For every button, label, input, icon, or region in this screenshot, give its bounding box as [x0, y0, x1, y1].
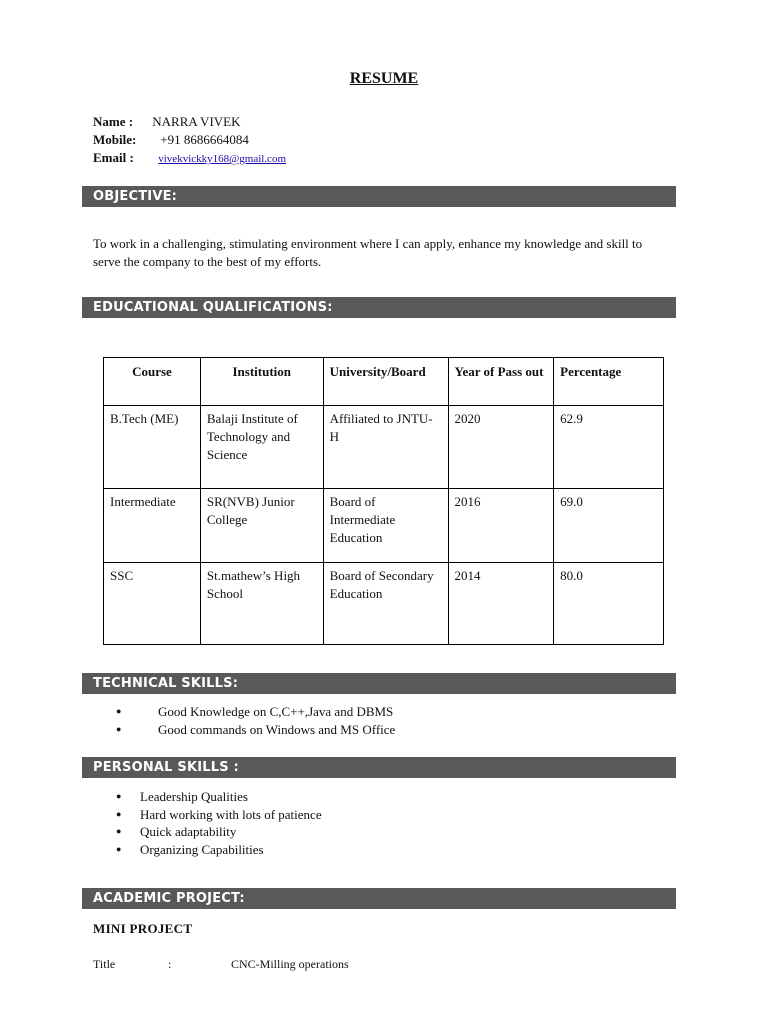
technical-skills-list — [116, 703, 395, 738]
list-item: ● Good Knowledge on C,C++,Java and DBMS — [116, 703, 395, 721]
contact-block — [93, 113, 286, 168]
mobile-value: +91 8686664084 — [160, 132, 249, 147]
header-university: University/Board — [323, 358, 448, 406]
list-item: ● Good commands on Windows and MS Office — [116, 721, 395, 739]
name-value: NARRA VIVEK — [152, 114, 241, 129]
education-heading: EDUCATIONAL QUALIFICATIONS: — [82, 297, 676, 318]
cell-year: 2020 — [448, 406, 554, 489]
email-link[interactable]: vivekvickky168@gmail.com — [158, 153, 286, 165]
project-title-label: Title — [93, 957, 116, 971]
personal-heading: PERSONAL SKILLS : — [82, 757, 676, 778]
header-percentage: Percentage — [554, 358, 664, 406]
table-row — [104, 489, 664, 563]
project-title-separator: : — [168, 957, 172, 971]
mini-project-heading: MINI PROJECT — [93, 921, 193, 936]
cell-university: Board of Intermediate Education — [323, 489, 448, 563]
list-item: ● Leadership Qualities — [116, 788, 322, 806]
cell-course: B.Tech (ME) — [104, 406, 201, 489]
header-course: Course — [104, 358, 201, 406]
email-row — [93, 149, 286, 168]
cell-institution: Balaji Institute of Technology and Science — [200, 406, 323, 489]
education-table — [103, 357, 664, 645]
header-institution: Institution — [200, 358, 323, 406]
list-item: ● Organizing Capabilities — [116, 841, 322, 859]
cell-year: 2016 — [448, 489, 554, 563]
academic-heading: ACADEMIC PROJECT: — [82, 888, 676, 909]
mobile-label: Mobile: — [93, 132, 137, 147]
education-header-row — [104, 358, 664, 406]
table-row — [104, 563, 664, 645]
personal-skills-list — [116, 788, 322, 858]
resume-title: RESUME — [349, 70, 419, 87]
list-item: ● Quick adaptability — [116, 823, 322, 841]
cell-institution: SR(NVB) Junior College — [200, 489, 323, 563]
email-label: Email : — [93, 150, 134, 165]
cell-university: Affiliated to JNTU-H — [323, 406, 448, 489]
cell-course: SSC — [104, 563, 201, 645]
mobile-row — [93, 131, 286, 149]
cell-course: Intermediate — [104, 489, 201, 563]
cell-year: 2014 — [448, 563, 554, 645]
cell-percentage: 69.0 — [554, 489, 664, 563]
cell-percentage: 62.9 — [554, 406, 664, 489]
cell-institution: St.mathew’s High School — [200, 563, 323, 645]
header-year: Year of Pass out — [448, 358, 554, 406]
objective-text: To work in a challenging, stimulating environment where I can apply, enhance my knowledge and skill to serve the company to the best of my efforts. — [93, 236, 643, 269]
project-title-value: CNC-Milling operations — [231, 957, 349, 971]
table-row — [104, 406, 664, 489]
name-label: Name : — [93, 114, 134, 129]
name-row — [93, 113, 286, 131]
cell-percentage: 80.0 — [554, 563, 664, 645]
technical-heading: TECHNICAL SKILLS: — [82, 673, 676, 694]
cell-university: Board of Secondary Education — [323, 563, 448, 645]
list-item: ● Hard working with lots of patience — [116, 806, 322, 824]
objective-heading: OBJECTIVE: — [82, 186, 676, 207]
